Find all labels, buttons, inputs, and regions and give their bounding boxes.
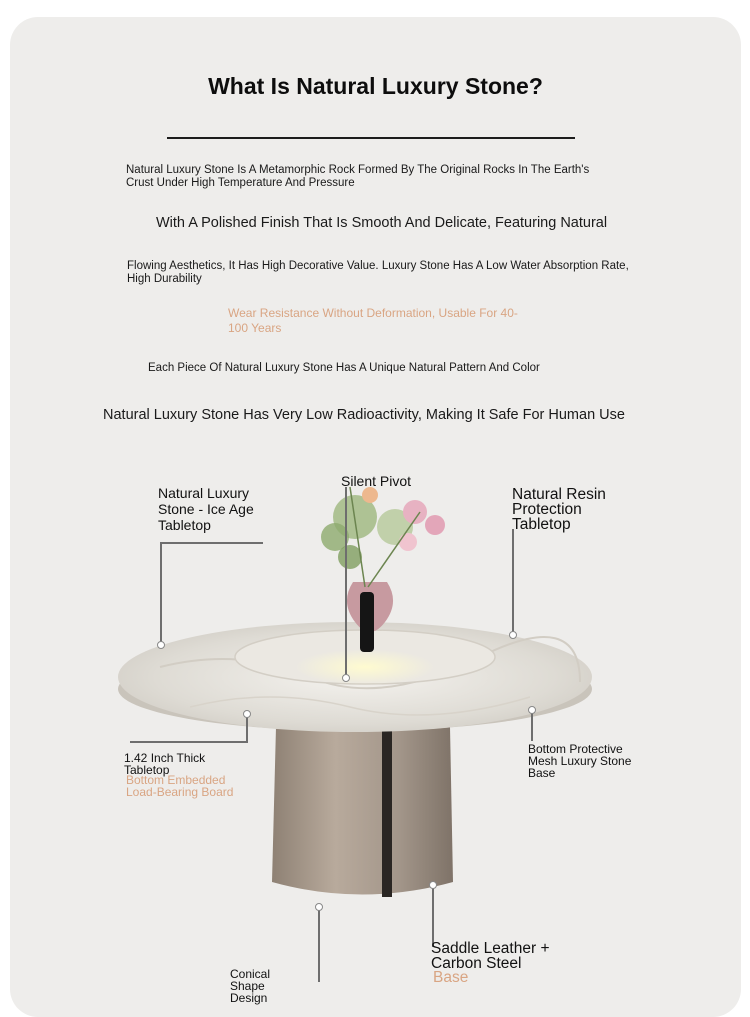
paragraph-wear-resistance: Wear Resistance Without Deformation, Usable For 40-100 Years: [228, 306, 518, 335]
label-thickness: 1.42 Inch Thick Tabletop: [124, 751, 206, 777]
callout-line-mesh: [531, 711, 533, 741]
paragraph-polished: With A Polished Finish That Is Smooth And Delicate, Featuring Natural: [156, 215, 608, 231]
pivot-post: [360, 592, 374, 652]
callout-line-thick-h: [130, 741, 248, 743]
callout-dot-saddle: [429, 881, 437, 889]
callout-dot-pivot: [342, 674, 350, 682]
callout-dot-stone: [157, 641, 165, 649]
page-title: What Is Natural Luxury Stone?: [208, 73, 543, 99]
paragraph-metamorphic: Natural Luxury Stone Is A Metamorphic Rock Formed By The Original Rocks In The Earth's Crust Under High Temperature And Pressure: [126, 164, 590, 189]
callout-dot-mesh: [528, 706, 536, 714]
base-carbon-strip: [382, 729, 392, 897]
paragraph-aesthetics: Flowing Aesthetics, It Has High Decorative Value. Luxury Stone Has A Low Water Absorption Rate, High Durability: [127, 260, 629, 285]
label-thickness-sub: Bottom Embedded Load-Bearing Board: [126, 773, 234, 799]
paragraph-radioactivity: Natural Luxury Stone Has Very Low Radioactivity, Making It Safe For Human Use: [103, 407, 625, 423]
paragraph-unique-pattern: Each Piece Of Natural Luxury Stone Has A Unique Natural Pattern And Color: [148, 362, 540, 374]
label-saddle-sub: Base: [433, 969, 469, 986]
callout-line-stone-h: [160, 542, 263, 544]
callout-line-conical: [318, 910, 320, 982]
label-mesh-base: Bottom Protective Mesh Luxury Stone Base: [528, 742, 632, 780]
table-base: [272, 727, 453, 895]
label-stone-tabletop: Natural Luxury Stone - Ice Age Tabletop: [158, 485, 254, 533]
callout-dot-thick: [243, 710, 251, 718]
callout-line-stone-v: [160, 542, 162, 642]
pivot-glow: [295, 649, 435, 685]
callout-dot-resin: [509, 631, 517, 639]
label-saddle: Saddle Leather + Carbon Steel: [431, 940, 550, 972]
label-silent-pivot: Silent Pivot: [341, 473, 412, 489]
callout-line-pivot: [345, 487, 347, 677]
label-resin-tabletop: Natural Resin Protection Tabletop: [512, 486, 606, 533]
flower-arrangement: [321, 487, 445, 587]
callout-line-resin: [512, 529, 514, 634]
callout-line-thick-v: [246, 717, 248, 742]
callout-line-saddle: [432, 887, 434, 947]
label-conical: Conical Shape Design: [230, 967, 271, 1005]
callout-dot-conical: [315, 903, 323, 911]
content-card: [10, 17, 741, 1017]
